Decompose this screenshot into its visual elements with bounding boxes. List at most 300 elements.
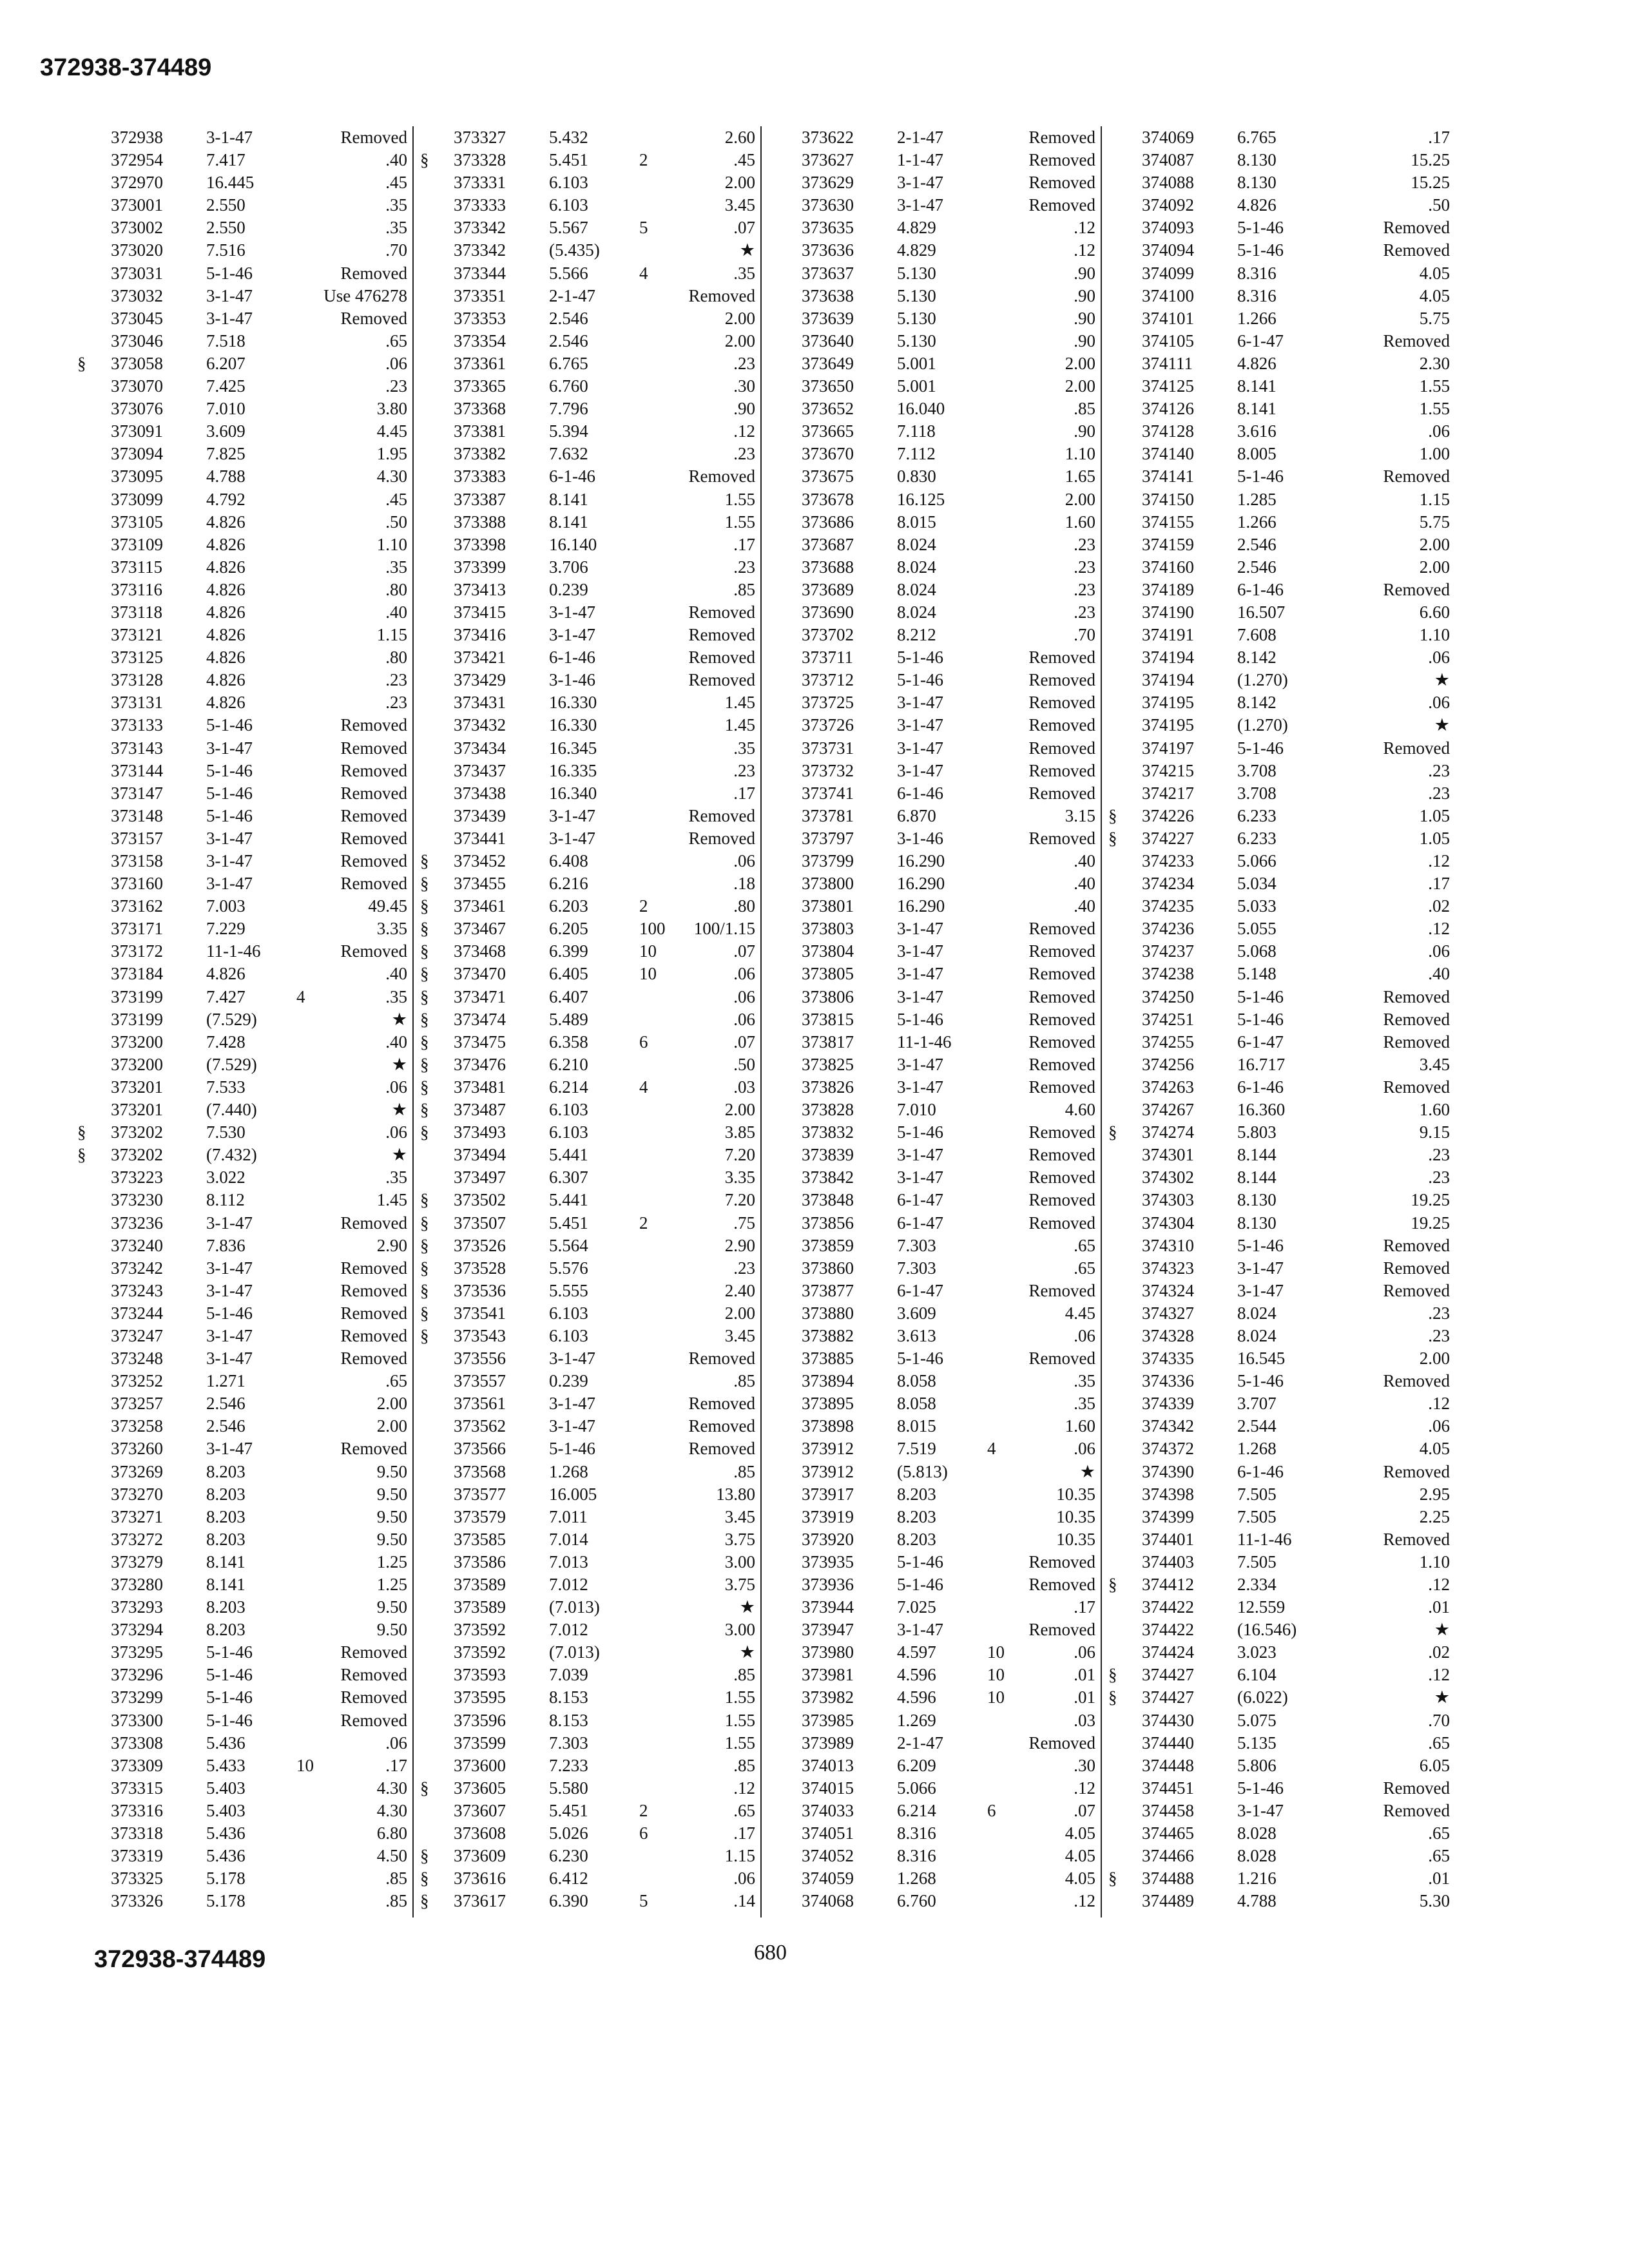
list-row bbox=[768, 1664, 1095, 1686]
weight-or-date: 11-1-46 bbox=[1237, 1529, 1292, 1549]
list-row bbox=[420, 1822, 755, 1845]
weight-or-date: 3-1-47 bbox=[206, 285, 253, 305]
part-number: 373247 bbox=[111, 1325, 163, 1345]
part-number: 374234 bbox=[1142, 874, 1194, 894]
price-or-status: ★ bbox=[391, 1054, 407, 1074]
part-number: 373917 bbox=[802, 1484, 854, 1504]
list-row bbox=[420, 1008, 755, 1031]
part-number: 374195 bbox=[1142, 715, 1194, 735]
list-row bbox=[77, 872, 407, 895]
list-row bbox=[1108, 465, 1450, 488]
price-or-status: Removed bbox=[688, 648, 755, 668]
part-number: 373240 bbox=[111, 1235, 163, 1255]
price-or-status: Removed bbox=[688, 1439, 755, 1459]
list-row bbox=[77, 1212, 407, 1235]
list-row bbox=[420, 465, 755, 488]
list-row bbox=[77, 194, 407, 216]
price-or-status: .23 bbox=[1074, 579, 1095, 599]
weight-or-date: 5.130 bbox=[897, 263, 936, 283]
weight-or-date: 4.829 bbox=[897, 240, 936, 260]
list-row bbox=[768, 624, 1095, 646]
price-or-status: 1.60 bbox=[1065, 1416, 1095, 1436]
price-or-status: .23 bbox=[1428, 760, 1450, 780]
part-number: 373257 bbox=[111, 1394, 163, 1414]
list-row bbox=[77, 1461, 407, 1483]
part-number: 373388 bbox=[454, 512, 506, 532]
weight-or-date: 2.546 bbox=[206, 1416, 246, 1436]
list-row bbox=[420, 1347, 755, 1370]
section-mark: § bbox=[420, 1778, 429, 1798]
weight-or-date: 7.003 bbox=[206, 896, 246, 916]
list-row bbox=[77, 1437, 407, 1460]
price-or-status: 1.10 bbox=[376, 534, 407, 554]
part-number: 373856 bbox=[802, 1213, 854, 1233]
weight-or-date: 11-1-46 bbox=[206, 941, 261, 961]
price-or-status: 1.00 bbox=[1419, 444, 1450, 464]
part-number: 374051 bbox=[802, 1823, 854, 1843]
price-or-status: Removed bbox=[340, 1439, 407, 1459]
weight-or-date: 3.706 bbox=[549, 557, 588, 577]
part-number: 374274 bbox=[1142, 1122, 1194, 1142]
part-number: 373468 bbox=[454, 941, 506, 961]
price-or-status: .80 bbox=[385, 648, 407, 668]
section-mark: § bbox=[77, 1145, 86, 1165]
weight-or-date: 6-1-46 bbox=[549, 466, 595, 486]
list-row bbox=[420, 760, 755, 782]
weight-or-date: 6.203 bbox=[549, 896, 588, 916]
part-number: 373898 bbox=[802, 1416, 854, 1436]
price-or-status: Removed bbox=[1028, 173, 1095, 193]
price-or-status: Removed bbox=[340, 715, 407, 735]
list-row bbox=[1108, 1461, 1450, 1483]
weight-or-date: 5-1-46 bbox=[1237, 466, 1284, 486]
list-row bbox=[1108, 986, 1450, 1008]
part-number: 373441 bbox=[454, 828, 506, 848]
part-number: 374398 bbox=[1142, 1484, 1194, 1504]
part-number: 373493 bbox=[454, 1122, 506, 1142]
weight-or-date: 3-1-47 bbox=[897, 1054, 943, 1074]
price-or-status: 2.60 bbox=[724, 128, 755, 147]
price-or-status: 1.45 bbox=[724, 715, 755, 735]
weight-or-date: 3-1-47 bbox=[206, 128, 253, 147]
weight-or-date: 6.765 bbox=[1237, 128, 1277, 147]
list-row bbox=[420, 307, 755, 330]
price-or-status: 4.45 bbox=[1065, 1303, 1095, 1323]
list-row bbox=[77, 579, 407, 601]
part-number: 373001 bbox=[111, 195, 163, 215]
part-number: 373541 bbox=[454, 1303, 506, 1323]
weight-or-date: 5.566 bbox=[549, 263, 588, 283]
part-number: 373566 bbox=[454, 1439, 506, 1459]
part-number: 374323 bbox=[1142, 1258, 1194, 1278]
list-row bbox=[77, 1144, 407, 1166]
list-row bbox=[420, 1777, 755, 1800]
part-number: 373912 bbox=[802, 1461, 854, 1481]
weight-or-date: 3.613 bbox=[897, 1325, 936, 1345]
list-row bbox=[420, 1076, 755, 1099]
part-number: 373171 bbox=[111, 919, 163, 939]
weight-or-date: 16.335 bbox=[549, 760, 597, 780]
column-rule bbox=[412, 126, 414, 1917]
part-number: 373649 bbox=[802, 353, 854, 373]
part-number: 373801 bbox=[802, 896, 854, 916]
weight-or-date: 5.001 bbox=[897, 353, 936, 373]
weight-or-date: 3-1-47 bbox=[897, 941, 943, 961]
list-row bbox=[1108, 1596, 1450, 1619]
quantity: 6 bbox=[639, 1823, 648, 1843]
weight-or-date: 5.576 bbox=[549, 1258, 588, 1278]
weight-or-date: 3-1-47 bbox=[897, 1620, 943, 1640]
price-or-status: ★ bbox=[391, 1145, 407, 1165]
part-number: 374101 bbox=[1142, 308, 1194, 328]
price-or-status: 10.35 bbox=[1056, 1529, 1095, 1549]
list-row bbox=[1108, 1212, 1450, 1235]
weight-or-date: (7.440) bbox=[206, 1100, 257, 1120]
price-or-status: Removed bbox=[688, 602, 755, 622]
section-mark: § bbox=[420, 1054, 429, 1074]
list-row bbox=[77, 443, 407, 465]
list-row bbox=[768, 1166, 1095, 1189]
list-row bbox=[1108, 1076, 1450, 1099]
weight-or-date: 6.216 bbox=[549, 874, 588, 894]
part-number: 374033 bbox=[802, 1800, 854, 1820]
price-or-status: ★ bbox=[1434, 715, 1450, 735]
weight-or-date: 8.024 bbox=[1237, 1303, 1277, 1323]
part-number: 373605 bbox=[454, 1778, 506, 1798]
part-number: 373158 bbox=[111, 851, 163, 870]
list-row bbox=[1108, 443, 1450, 465]
price-or-status: 1.15 bbox=[1419, 489, 1450, 509]
part-number: 373497 bbox=[454, 1168, 506, 1187]
weight-or-date: 3-1-47 bbox=[1237, 1280, 1284, 1300]
part-number: 373502 bbox=[454, 1190, 506, 1210]
list-row bbox=[1108, 1280, 1450, 1302]
list-row bbox=[420, 1800, 755, 1822]
weight-or-date: 5-1-46 bbox=[206, 805, 253, 825]
part-number: 374227 bbox=[1142, 828, 1194, 848]
list-row bbox=[420, 1031, 755, 1053]
section-mark: § bbox=[420, 1325, 429, 1345]
weight-or-date: 6-1-47 bbox=[897, 1213, 943, 1233]
weight-or-date: 2-1-47 bbox=[897, 128, 943, 147]
part-number: 373877 bbox=[802, 1280, 854, 1300]
list-row bbox=[768, 1461, 1095, 1483]
weight-or-date: 8.153 bbox=[549, 1687, 588, 1707]
list-row bbox=[1108, 1867, 1450, 1890]
part-number: 373690 bbox=[802, 602, 854, 622]
weight-or-date: 8.028 bbox=[1237, 1823, 1277, 1843]
list-row bbox=[1108, 805, 1450, 827]
part-number: 374094 bbox=[1142, 240, 1194, 260]
column-rule bbox=[1101, 126, 1102, 1917]
part-number: 373058 bbox=[111, 353, 163, 373]
list-row bbox=[420, 443, 755, 465]
part-number: 374328 bbox=[1142, 1325, 1194, 1345]
part-number: 374087 bbox=[1142, 150, 1194, 170]
weight-or-date: 6-1-47 bbox=[897, 1190, 943, 1210]
list-row bbox=[420, 375, 755, 398]
part-number: 373562 bbox=[454, 1416, 506, 1436]
list-row bbox=[77, 1867, 407, 1890]
quantity: 10 bbox=[296, 1755, 314, 1775]
list-row bbox=[420, 262, 755, 285]
list-row bbox=[77, 760, 407, 782]
list-row bbox=[1108, 307, 1450, 330]
part-number: 373319 bbox=[111, 1846, 163, 1866]
price-or-status: 2.00 bbox=[1419, 1349, 1450, 1369]
list-row bbox=[768, 216, 1095, 239]
list-row bbox=[420, 1121, 755, 1144]
price-or-status: .12 bbox=[1428, 919, 1450, 939]
list-row bbox=[1108, 1099, 1450, 1121]
list-row bbox=[768, 872, 1095, 895]
price-or-status: 4.05 bbox=[1419, 285, 1450, 305]
price-or-status: 2.00 bbox=[724, 1303, 755, 1323]
list-row bbox=[768, 1732, 1095, 1754]
list-row bbox=[1108, 1732, 1450, 1754]
price-or-status: 6.80 bbox=[376, 1823, 407, 1843]
weight-or-date: 8.316 bbox=[1237, 285, 1277, 305]
list-row bbox=[420, 624, 755, 646]
price-or-status: 1.45 bbox=[376, 1190, 407, 1210]
part-number: 373731 bbox=[802, 738, 854, 758]
price-or-status: Removed bbox=[688, 805, 755, 825]
price-or-status: Removed bbox=[1383, 1778, 1450, 1798]
part-number: 373244 bbox=[111, 1303, 163, 1323]
list-row bbox=[768, 1822, 1095, 1845]
list-row bbox=[420, 1325, 755, 1347]
part-number: 373507 bbox=[454, 1213, 506, 1233]
weight-or-date: 5.033 bbox=[1237, 896, 1277, 916]
list-row bbox=[77, 465, 407, 488]
part-number: 373331 bbox=[454, 173, 506, 193]
weight-or-date: 5-1-46 bbox=[206, 1665, 253, 1685]
part-number: 374390 bbox=[1142, 1461, 1194, 1481]
weight-or-date: 6.230 bbox=[549, 1846, 588, 1866]
part-number: 373461 bbox=[454, 896, 506, 916]
weight-or-date: 6.407 bbox=[549, 986, 588, 1006]
list-row bbox=[768, 1709, 1095, 1732]
price-or-status: .30 bbox=[1074, 1755, 1095, 1775]
list-row bbox=[420, 1189, 755, 1211]
part-number: 373300 bbox=[111, 1710, 163, 1730]
list-row bbox=[77, 691, 407, 714]
list-row bbox=[420, 1415, 755, 1437]
price-or-status: Removed bbox=[688, 1416, 755, 1436]
price-or-status: .23 bbox=[733, 760, 755, 780]
list-row bbox=[1108, 1257, 1450, 1280]
price-or-status: 1.55 bbox=[724, 1733, 755, 1753]
list-row bbox=[1108, 669, 1450, 691]
weight-or-date: 5.026 bbox=[549, 1823, 588, 1843]
part-number: 373640 bbox=[802, 331, 854, 351]
weight-or-date: 8.144 bbox=[1237, 1168, 1277, 1187]
quantity: 5 bbox=[639, 218, 648, 238]
part-number: 373365 bbox=[454, 376, 506, 396]
price-or-status: .06 bbox=[1074, 1642, 1095, 1662]
weight-or-date: 7.010 bbox=[206, 399, 246, 419]
list-row bbox=[768, 601, 1095, 624]
list-row bbox=[768, 1392, 1095, 1415]
weight-or-date: 6.408 bbox=[549, 851, 588, 870]
part-number: 373242 bbox=[111, 1258, 163, 1278]
part-number: 373431 bbox=[454, 693, 506, 713]
weight-or-date: 1.266 bbox=[1237, 512, 1277, 532]
list-row bbox=[77, 986, 407, 1008]
weight-or-date: 7.303 bbox=[897, 1235, 936, 1255]
list-row bbox=[1108, 1800, 1450, 1822]
price-or-status: Removed bbox=[1028, 738, 1095, 758]
weight-or-date: 8.203 bbox=[897, 1484, 936, 1504]
list-row bbox=[768, 1008, 1095, 1031]
weight-or-date: 5.034 bbox=[1237, 874, 1277, 894]
weight-or-date: 8.024 bbox=[897, 557, 936, 577]
part-number: 373639 bbox=[802, 308, 854, 328]
list-row bbox=[77, 1483, 407, 1506]
part-number: 374099 bbox=[1142, 263, 1194, 283]
price-or-status: ★ bbox=[391, 1009, 407, 1029]
part-number: 374342 bbox=[1142, 1416, 1194, 1436]
weight-or-date: 6-1-46 bbox=[1237, 1077, 1284, 1097]
list-row bbox=[768, 737, 1095, 760]
weight-or-date: 7.505 bbox=[1237, 1506, 1277, 1526]
part-number: 374194 bbox=[1142, 648, 1194, 668]
list-row bbox=[420, 940, 755, 963]
part-number: 373147 bbox=[111, 783, 163, 803]
list-row bbox=[768, 1596, 1095, 1619]
price-or-status: .01 bbox=[1074, 1665, 1095, 1685]
part-number: 374451 bbox=[1142, 1778, 1194, 1798]
listing-column-2 bbox=[420, 126, 755, 1912]
list-row bbox=[1108, 1370, 1450, 1392]
quantity: 10 bbox=[987, 1642, 1005, 1662]
weight-or-date: 7.505 bbox=[1237, 1484, 1277, 1504]
section-mark: § bbox=[1108, 1869, 1117, 1888]
weight-or-date: 5.803 bbox=[1237, 1122, 1277, 1142]
list-row bbox=[1108, 895, 1450, 918]
price-or-status: Removed bbox=[1028, 1032, 1095, 1052]
weight-or-date: 4.596 bbox=[897, 1687, 936, 1707]
price-or-status: .80 bbox=[733, 896, 755, 916]
weight-or-date: 16.340 bbox=[549, 783, 597, 803]
weight-or-date: 5-1-46 bbox=[897, 670, 943, 690]
part-number: 373260 bbox=[111, 1439, 163, 1459]
weight-or-date: 7.518 bbox=[206, 331, 246, 351]
list-row bbox=[420, 737, 755, 760]
weight-or-date: 5.075 bbox=[1237, 1710, 1277, 1730]
price-or-status: Removed bbox=[340, 128, 407, 147]
list-row bbox=[1108, 1437, 1450, 1460]
list-row bbox=[77, 239, 407, 262]
price-or-status: .23 bbox=[385, 693, 407, 713]
price-or-status: .45 bbox=[385, 173, 407, 193]
part-number: 374092 bbox=[1142, 195, 1194, 215]
weight-or-date: 3-1-47 bbox=[897, 715, 943, 735]
weight-or-date: 4.826 bbox=[206, 579, 246, 599]
list-row bbox=[1108, 940, 1450, 963]
weight-or-date: 5.130 bbox=[897, 285, 936, 305]
weight-or-date: 5-1-46 bbox=[206, 1710, 253, 1730]
weight-or-date: 5-1-46 bbox=[897, 1552, 943, 1571]
list-row bbox=[420, 1845, 755, 1867]
part-number: 373354 bbox=[454, 331, 506, 351]
price-or-status: 1.55 bbox=[1419, 376, 1450, 396]
weight-or-date: 16.445 bbox=[206, 173, 255, 193]
weight-or-date: 3-1-47 bbox=[549, 625, 595, 645]
price-or-status: 2.40 bbox=[724, 1280, 755, 1300]
list-row bbox=[77, 330, 407, 352]
weight-or-date: 6-1-47 bbox=[897, 1280, 943, 1300]
part-number: 373429 bbox=[454, 670, 506, 690]
list-row bbox=[1108, 782, 1450, 805]
part-number: 374427 bbox=[1142, 1665, 1194, 1685]
price-or-status: .35 bbox=[385, 557, 407, 577]
part-number: 374105 bbox=[1142, 331, 1194, 351]
weight-or-date: 3-1-47 bbox=[897, 964, 943, 984]
weight-or-date: 5.130 bbox=[897, 331, 936, 351]
list-row bbox=[1108, 1483, 1450, 1506]
price-or-status: Removed bbox=[340, 828, 407, 848]
list-row bbox=[77, 601, 407, 624]
list-row bbox=[77, 714, 407, 736]
part-number: 373308 bbox=[111, 1733, 163, 1753]
list-row bbox=[77, 1008, 407, 1031]
part-number: 374236 bbox=[1142, 919, 1194, 939]
part-number: 373494 bbox=[454, 1145, 506, 1165]
list-row bbox=[768, 827, 1095, 850]
page-header-range: 372938-374489 bbox=[40, 54, 212, 81]
price-or-status: 9.50 bbox=[376, 1484, 407, 1504]
price-or-status: Removed bbox=[340, 263, 407, 283]
weight-or-date: 8.203 bbox=[206, 1620, 246, 1640]
price-or-status: Removed bbox=[1383, 1280, 1450, 1300]
section-mark: § bbox=[420, 1846, 429, 1866]
price-or-status: Removed bbox=[340, 1665, 407, 1685]
price-or-status: .75 bbox=[733, 1213, 755, 1233]
price-or-status: Removed bbox=[1028, 1145, 1095, 1165]
page-footer-range: 372938-374489 bbox=[94, 1946, 266, 1973]
weight-or-date: 4.829 bbox=[897, 218, 936, 238]
part-number: 373817 bbox=[802, 1032, 854, 1052]
part-number: 373202 bbox=[111, 1122, 163, 1142]
page-number: 680 bbox=[754, 1941, 787, 1965]
list-row bbox=[1108, 1392, 1450, 1415]
list-row bbox=[77, 940, 407, 963]
weight-or-date: 5.066 bbox=[897, 1778, 936, 1798]
price-or-status: .40 bbox=[1074, 896, 1095, 916]
list-row bbox=[1108, 737, 1450, 760]
list-row bbox=[1108, 1325, 1450, 1347]
weight-or-date: 16.140 bbox=[549, 534, 597, 554]
part-number: 373095 bbox=[111, 466, 163, 486]
price-or-status: .06 bbox=[1074, 1439, 1095, 1459]
weight-or-date: 8.058 bbox=[897, 1394, 936, 1414]
weight-or-date: 16.507 bbox=[1237, 602, 1286, 622]
list-row bbox=[77, 262, 407, 285]
price-or-status: .17 bbox=[733, 783, 755, 803]
weight-or-date: 5-1-46 bbox=[897, 648, 943, 668]
part-number: 373439 bbox=[454, 805, 506, 825]
part-number: 373675 bbox=[802, 466, 854, 486]
part-number: 373936 bbox=[802, 1575, 854, 1594]
price-or-status: Removed bbox=[1028, 919, 1095, 939]
weight-or-date: 8.015 bbox=[897, 1416, 936, 1436]
price-or-status: 19.25 bbox=[1411, 1213, 1450, 1233]
price-or-status: 1.25 bbox=[376, 1552, 407, 1571]
list-row bbox=[768, 963, 1095, 985]
list-row bbox=[768, 1257, 1095, 1280]
list-row bbox=[77, 1166, 407, 1189]
